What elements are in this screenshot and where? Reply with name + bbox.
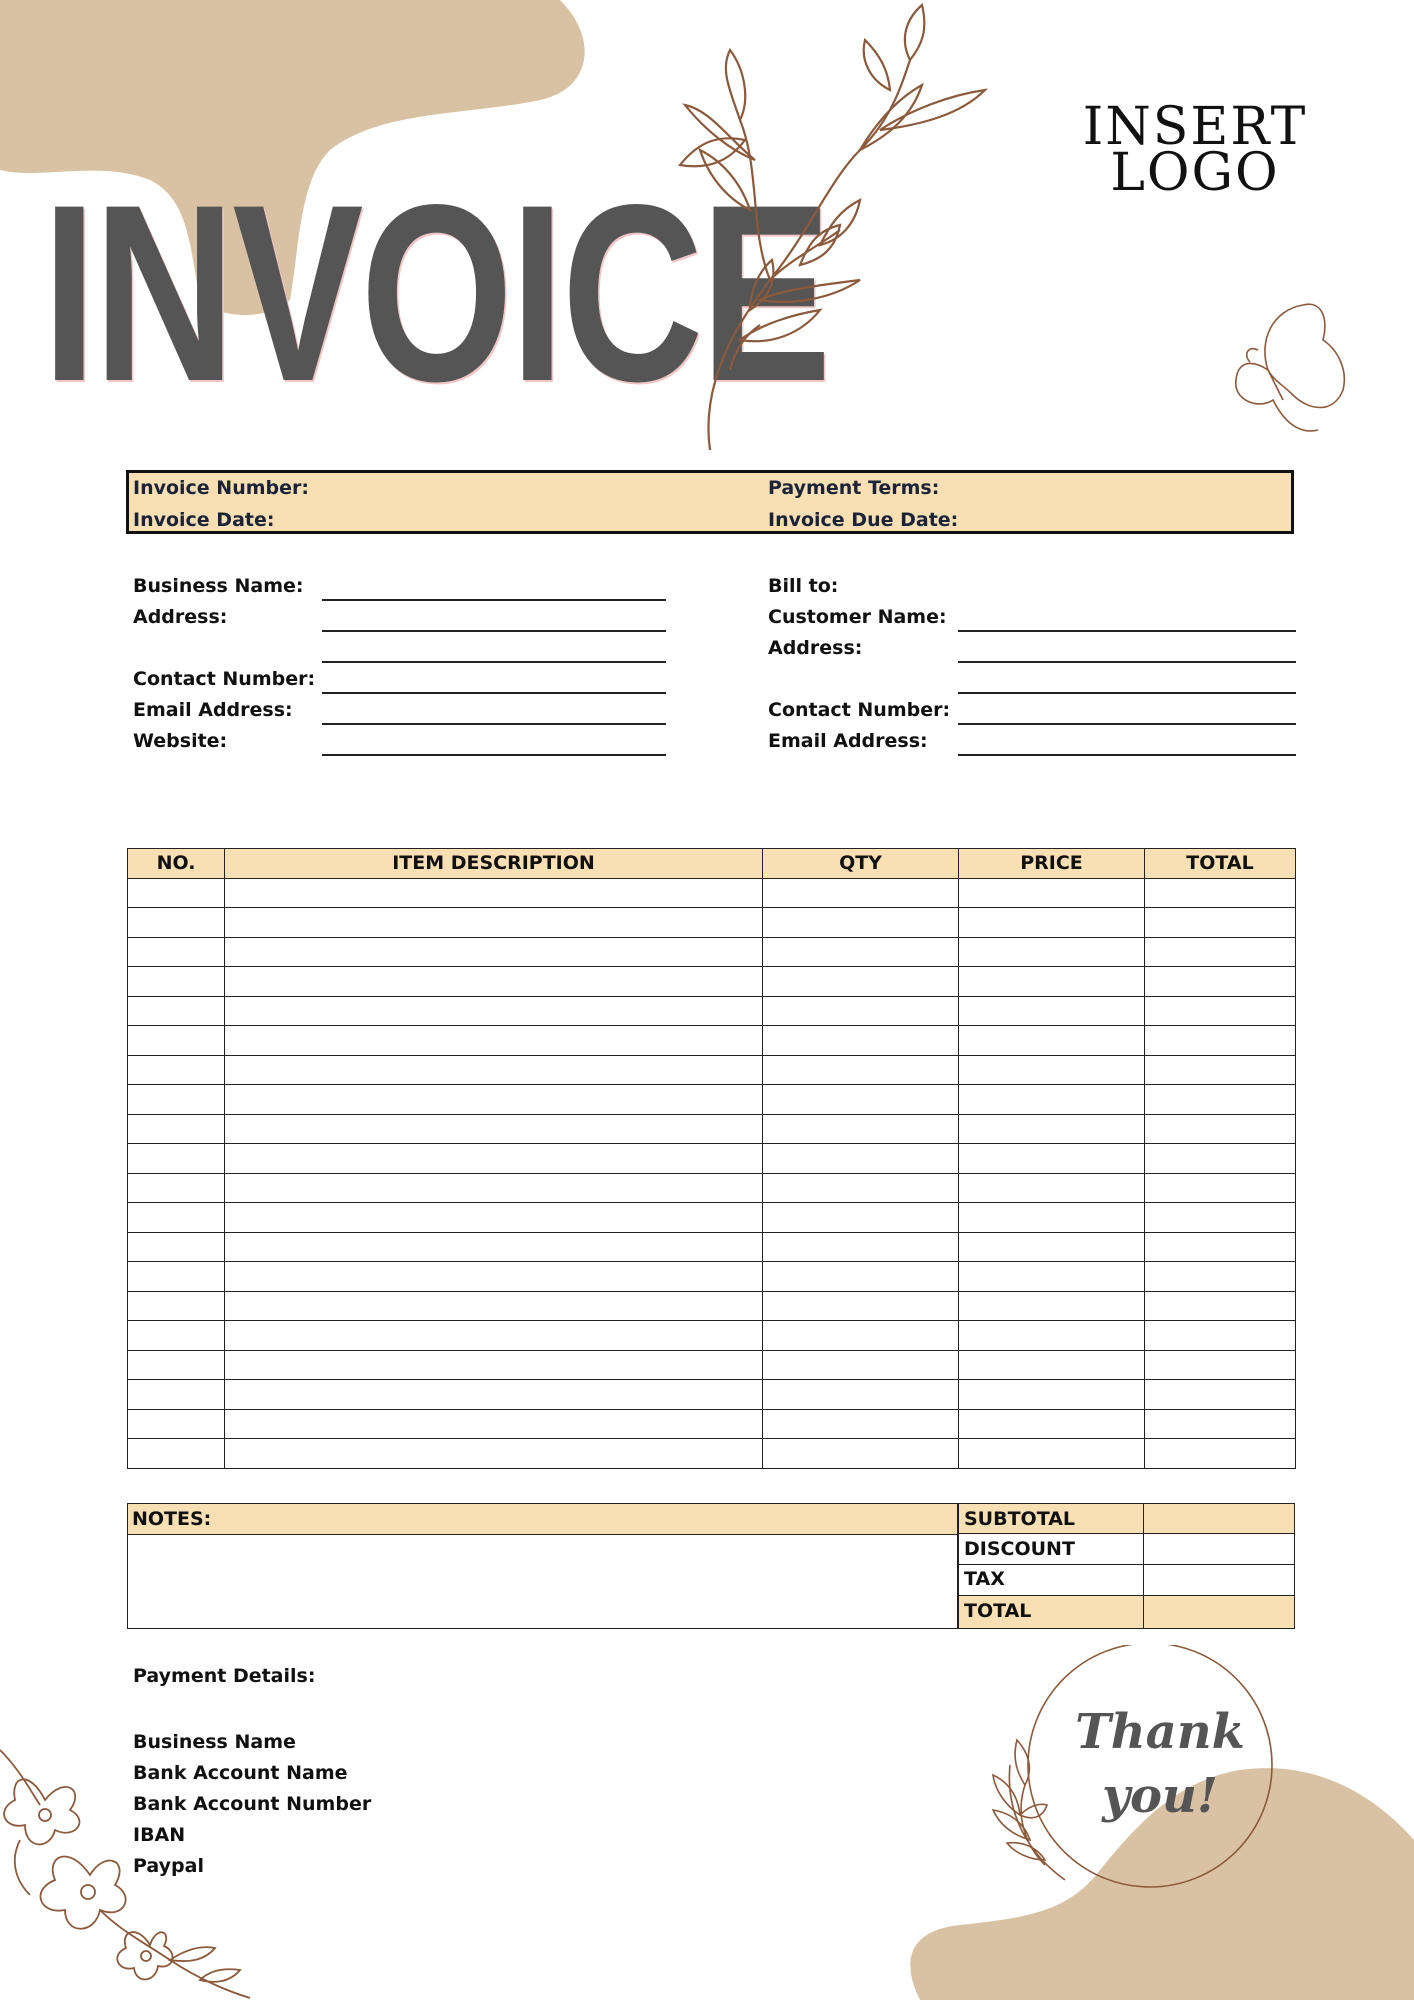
logo-line-1: INSERT [1082, 97, 1308, 157]
cell-price[interactable] [959, 1439, 1145, 1469]
cell-no[interactable] [128, 1026, 225, 1056]
tax-value[interactable] [1144, 1565, 1295, 1596]
tax-label-cell [958, 1565, 1144, 1596]
cell-total[interactable] [1145, 1114, 1296, 1144]
payment-item: Business Name [133, 1731, 296, 1753]
payment-item: Bank Account Name [133, 1762, 348, 1784]
subtotal-label: SUBTOTAL [964, 1508, 1076, 1530]
cell-description[interactable] [225, 878, 763, 908]
discount-label: DISCOUNT [964, 1538, 1075, 1560]
cell-qty[interactable] [763, 1439, 959, 1469]
cell-description[interactable] [225, 908, 763, 938]
cell-description[interactable] [225, 1173, 763, 1203]
cell-total[interactable] [1145, 1203, 1296, 1233]
table-row [128, 1409, 1296, 1439]
total-label-cell [958, 1596, 1144, 1629]
cell-price[interactable] [959, 1380, 1145, 1410]
invoice-info-bar [126, 470, 1294, 534]
botanical-branch-icon [660, 0, 1000, 460]
customer-name-label: Customer Name: [768, 606, 947, 628]
cell-price[interactable] [959, 1262, 1145, 1292]
cell-price[interactable] [959, 908, 1145, 938]
cell-price[interactable] [959, 1203, 1145, 1233]
table-row [128, 1144, 1296, 1174]
business-contact-field[interactable] [322, 692, 666, 694]
cell-price[interactable] [959, 1232, 1145, 1262]
subtotal-label-cell [958, 1503, 1144, 1534]
cell-description[interactable] [225, 1439, 763, 1469]
cell-price[interactable] [959, 878, 1145, 908]
discount-label-cell [958, 1534, 1144, 1565]
table-row [128, 878, 1296, 908]
cell-qty[interactable] [763, 1232, 959, 1262]
table-row [128, 1114, 1296, 1144]
cell-description[interactable] [225, 1350, 763, 1380]
discount-value[interactable] [1144, 1534, 1295, 1565]
invoice-number-label: Invoice Number: [133, 477, 309, 499]
cell-total[interactable] [1145, 1232, 1296, 1262]
cell-price[interactable] [959, 1144, 1145, 1174]
cell-total[interactable] [1145, 1291, 1296, 1321]
tax-label: TAX [964, 1568, 1005, 1590]
cell-no[interactable] [128, 1114, 225, 1144]
cell-qty[interactable] [763, 1144, 959, 1174]
cell-description[interactable] [225, 1026, 763, 1056]
invoice-due-date-label: Invoice Due Date: [768, 509, 959, 531]
cell-qty[interactable] [763, 878, 959, 908]
cell-qty[interactable] [763, 1262, 959, 1292]
cell-qty[interactable] [763, 967, 959, 997]
cell-no[interactable] [128, 1321, 225, 1351]
cell-no[interactable] [128, 1173, 225, 1203]
bill-to-heading: Bill to: [768, 575, 839, 597]
cell-price[interactable] [959, 1173, 1145, 1203]
cell-qty[interactable] [763, 1380, 959, 1410]
column-header-description: ITEM DESCRIPTION [225, 849, 763, 879]
cell-no[interactable] [128, 1439, 225, 1469]
business-address-field-2[interactable] [322, 661, 666, 663]
table-row [128, 1232, 1296, 1262]
floral-corner-icon [0, 1730, 260, 2000]
cell-qty[interactable] [763, 908, 959, 938]
insert-logo-placeholder [1080, 97, 1310, 203]
table-row [128, 1321, 1296, 1351]
cell-description[interactable] [225, 1409, 763, 1439]
cell-total[interactable] [1145, 878, 1296, 908]
table-header-row [128, 849, 1296, 879]
column-header-no: NO. [128, 849, 225, 879]
cell-total[interactable] [1145, 1321, 1296, 1351]
cell-qty[interactable] [763, 1055, 959, 1085]
column-header-total: TOTAL [1145, 849, 1296, 879]
cell-qty[interactable] [763, 1321, 959, 1351]
cell-qty[interactable] [763, 937, 959, 967]
payment-details-heading: Payment Details: [133, 1665, 316, 1687]
business-name-field[interactable] [322, 599, 666, 601]
payment-item: IBAN [133, 1824, 186, 1846]
cell-no[interactable] [128, 967, 225, 997]
cell-qty[interactable] [763, 1173, 959, 1203]
cell-description[interactable] [225, 937, 763, 967]
table-row [128, 1203, 1296, 1233]
business-contact-label: Contact Number: [133, 668, 316, 690]
table-row [128, 908, 1296, 938]
cell-price[interactable] [959, 1350, 1145, 1380]
cell-no[interactable] [128, 908, 225, 938]
cell-price[interactable] [959, 1114, 1145, 1144]
cell-price[interactable] [959, 1026, 1145, 1056]
cell-no[interactable] [128, 1380, 225, 1410]
cell-no[interactable] [128, 1262, 225, 1292]
cell-total[interactable] [1145, 1380, 1296, 1410]
total-value[interactable] [1144, 1596, 1295, 1629]
cell-description[interactable] [225, 996, 763, 1026]
table-row [128, 996, 1296, 1026]
items-table [127, 848, 1296, 1469]
notes-section [127, 1503, 958, 1629]
business-address-field-1[interactable] [322, 630, 666, 632]
cell-no[interactable] [128, 878, 225, 908]
customer-email-field[interactable] [958, 754, 1296, 756]
business-website-label: Website: [133, 730, 228, 752]
table-row [128, 1439, 1296, 1469]
cell-total[interactable] [1145, 967, 1296, 997]
column-header-qty: QTY [763, 849, 959, 879]
table-row [128, 1291, 1296, 1321]
cell-no[interactable] [128, 1203, 225, 1233]
thank-you-text [1050, 1700, 1270, 1828]
notes-label: NOTES: [132, 1508, 212, 1530]
totals-section [958, 1503, 1295, 1629]
table-row [128, 1026, 1296, 1056]
customer-address-field-2[interactable] [958, 692, 1296, 694]
cell-total[interactable] [1145, 1144, 1296, 1174]
cell-description[interactable] [225, 1232, 763, 1262]
cell-no[interactable] [128, 1144, 225, 1174]
customer-contact-field[interactable] [958, 723, 1296, 725]
invoice-title: INVOICE [42, 153, 829, 434]
subtotal-value[interactable] [1144, 1503, 1295, 1534]
cell-total[interactable] [1145, 1350, 1296, 1380]
cell-description[interactable] [225, 1321, 763, 1351]
cell-total[interactable] [1145, 996, 1296, 1026]
table-row [128, 967, 1296, 997]
cell-description[interactable] [225, 1144, 763, 1174]
table-row [128, 1262, 1296, 1292]
cell-total[interactable] [1145, 1173, 1296, 1203]
logo-line-2: LOGO [1110, 143, 1280, 203]
cell-total[interactable] [1145, 1439, 1296, 1469]
cell-price[interactable] [959, 1321, 1145, 1351]
cell-price[interactable] [959, 996, 1145, 1026]
customer-address-field-1[interactable] [958, 661, 1296, 663]
customer-address-label: Address: [768, 637, 863, 659]
table-row [128, 1380, 1296, 1410]
cell-no[interactable] [128, 1291, 225, 1321]
cell-qty[interactable] [763, 1085, 959, 1115]
cell-price[interactable] [959, 1055, 1145, 1085]
cell-total[interactable] [1145, 937, 1296, 967]
cell-total[interactable] [1145, 1026, 1296, 1056]
cell-qty[interactable] [763, 1350, 959, 1380]
business-address-label: Address: [133, 606, 228, 628]
column-header-price: PRICE [959, 849, 1145, 879]
items-table-body [128, 878, 1296, 1468]
business-email-label: Email Address: [133, 699, 293, 721]
payment-item: Bank Account Number [133, 1793, 372, 1815]
notes-area[interactable] [128, 1535, 957, 1628]
cell-qty[interactable] [763, 1203, 959, 1233]
cell-description[interactable] [225, 1085, 763, 1115]
butterfly-icon [1228, 300, 1368, 440]
table-row [128, 1350, 1296, 1380]
customer-contact-label: Contact Number: [768, 699, 951, 721]
payment-item: Paypal [133, 1855, 204, 1877]
cell-no[interactable] [128, 1055, 225, 1085]
table-row [128, 1085, 1296, 1115]
cell-description[interactable] [225, 1380, 763, 1410]
cell-description[interactable] [225, 967, 763, 997]
thank-you-line-2: you! [1102, 1768, 1218, 1824]
cell-price[interactable] [959, 967, 1145, 997]
cell-price[interactable] [959, 1409, 1145, 1439]
cell-total[interactable] [1145, 1262, 1296, 1292]
cell-total[interactable] [1145, 1409, 1296, 1439]
cell-no[interactable] [128, 1350, 225, 1380]
customer-name-field[interactable] [958, 630, 1296, 632]
total-label: TOTAL [964, 1600, 1032, 1622]
table-row [128, 937, 1296, 967]
cell-description[interactable] [225, 1291, 763, 1321]
cell-qty[interactable] [763, 1291, 959, 1321]
cell-description[interactable] [225, 1114, 763, 1144]
invoice-date-label: Invoice Date: [133, 509, 275, 531]
cell-no[interactable] [128, 937, 225, 967]
cell-total[interactable] [1145, 908, 1296, 938]
business-name-label: Business Name: [133, 575, 304, 597]
cell-no[interactable] [128, 996, 225, 1026]
cell-no[interactable] [128, 1085, 225, 1115]
cell-description[interactable] [225, 1203, 763, 1233]
cell-qty[interactable] [763, 1026, 959, 1056]
business-website-field[interactable] [322, 754, 666, 756]
thank-you-line-1: Thank [1075, 1704, 1245, 1760]
cell-qty[interactable] [763, 1409, 959, 1439]
cell-no[interactable] [128, 1409, 225, 1439]
cell-description[interactable] [225, 1262, 763, 1292]
payment-terms-label: Payment Terms: [768, 477, 940, 499]
cell-qty[interactable] [763, 1114, 959, 1144]
cell-price[interactable] [959, 1085, 1145, 1115]
cell-description[interactable] [225, 1055, 763, 1085]
customer-email-label: Email Address: [768, 730, 928, 752]
table-row [128, 1055, 1296, 1085]
table-row [128, 1173, 1296, 1203]
cell-total[interactable] [1145, 1085, 1296, 1115]
cell-no[interactable] [128, 1232, 225, 1262]
business-email-field[interactable] [322, 723, 666, 725]
cell-qty[interactable] [763, 996, 959, 1026]
cell-price[interactable] [959, 937, 1145, 967]
cell-price[interactable] [959, 1291, 1145, 1321]
cell-total[interactable] [1145, 1055, 1296, 1085]
